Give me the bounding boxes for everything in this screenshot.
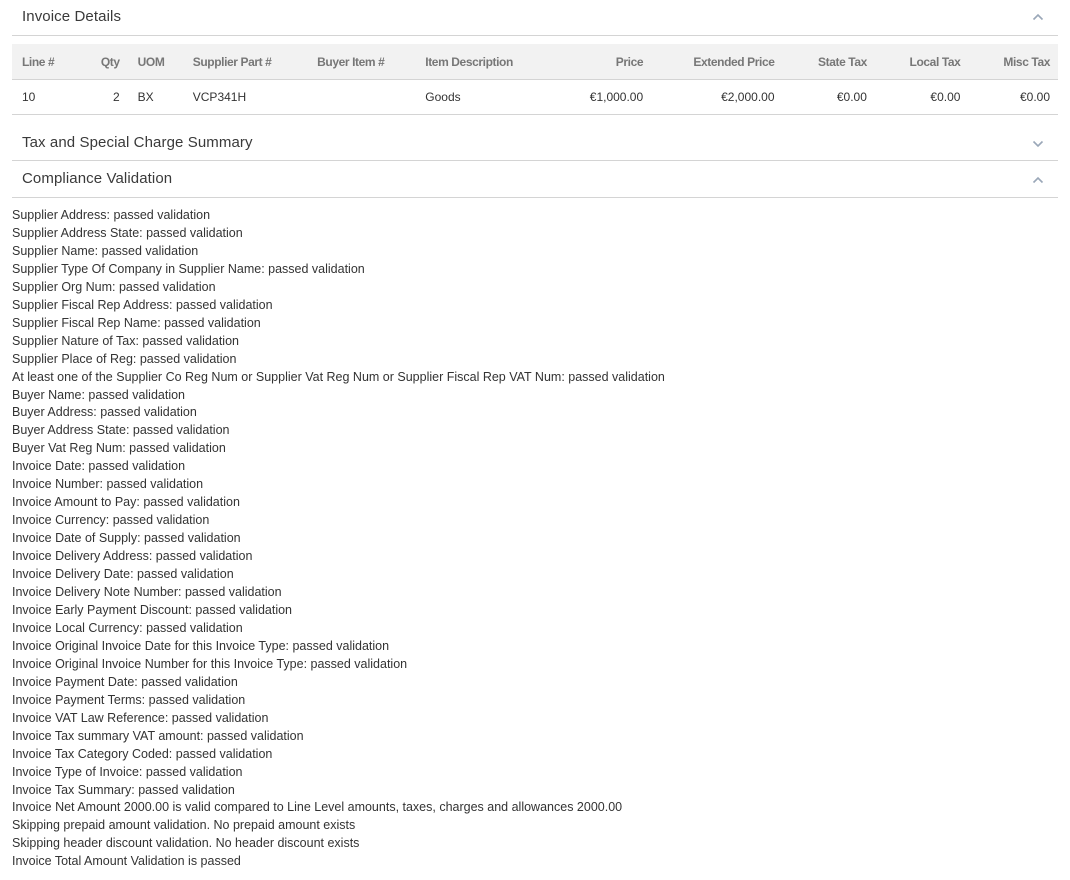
tax-summary-title: Tax and Special Charge Summary [22,134,253,151]
validation-message: Invoice Tax Category Coded: passed validation [12,746,273,761]
compliance-validation-list [12,198,1058,871]
validation-message: Supplier Nature of Tax: passed validation [12,333,239,348]
validation-message: Invoice Delivery Address: passed validation [12,549,253,564]
table-header-row [12,44,1058,80]
validation-message: Supplier Fiscal Rep Name: passed validation [12,315,261,330]
col-item-description[interactable]: Item Description [415,44,532,80]
validation-message: Invoice Early Payment Discount: passed validation [12,602,293,617]
cell-line-number: 10 [12,80,83,115]
validation-message: Skipping prepaid amount validation. No prepaid amount exists [12,818,356,833]
validation-message: Invoice Payment Date: passed validation [12,674,238,689]
cell-qty: 2 [83,80,128,115]
validation-message: Invoice Number: passed validation [12,477,204,492]
validation-message: Supplier Place of Reg: passed validation [12,351,237,366]
validation-message: Skipping header discount validation. No header discount exists [12,836,360,851]
chevron-up-icon[interactable] [1032,176,1044,184]
col-qty[interactable]: Qty [83,44,128,80]
validation-message: Invoice Date of Supply: passed validation [12,531,241,546]
validation-message: Supplier Fiscal Rep Address: passed validation [12,297,273,312]
validation-message: Supplier Name: passed validation [12,243,199,258]
tax-summary-header[interactable] [12,115,1058,161]
validation-message: Supplier Type Of Company in Supplier Name: passed validation [12,261,365,276]
validation-message: Invoice Original Invoice Number for this Invoice Type: passed validation [12,656,408,671]
compliance-validation-header[interactable] [12,161,1058,198]
col-state-tax[interactable]: State Tax [783,44,875,80]
validation-message: At least one of the Supplier Co Reg Num or Supplier Vat Reg Num or Supplier Fiscal Rep VAT Num: passed validation [12,369,665,384]
invoice-panel [12,0,1058,871]
validation-message: Invoice Payment Terms: passed validation [12,692,246,707]
cell-supplier-part: VCP341H [183,80,307,115]
validation-message: Invoice Date: passed validation [12,459,186,474]
cell-buyer-item [307,80,415,115]
chevron-up-icon[interactable] [1032,13,1044,21]
validation-message: Invoice Currency: passed validation [12,513,210,528]
invoice-details-header[interactable] [12,0,1058,36]
validation-message: Invoice Amount to Pay: passed validation [12,495,240,510]
col-local-tax[interactable]: Local Tax [875,44,969,80]
col-misc-tax[interactable]: Misc Tax [968,44,1058,80]
chevron-down-icon[interactable] [1032,140,1044,148]
validation-message: Supplier Address State: passed validation [12,225,243,240]
col-supplier-part[interactable]: Supplier Part # [183,44,307,80]
cell-price: €1,000.00 [532,80,651,115]
validation-message: Invoice Net Amount 2000.00 is valid compared to Line Level amounts, taxes, charges and allowances 2000.00 [12,800,623,815]
validation-message: Invoice Type of Invoice: passed validation [12,764,243,779]
compliance-validation-title: Compliance Validation [22,170,173,187]
table-row [12,80,1058,115]
validation-message: Invoice VAT Law Reference: passed validation [12,710,269,725]
invoice-details-title: Invoice Details [22,8,122,25]
cell-misc-tax: €0.00 [968,80,1058,115]
validation-message: Invoice Original Invoice Date for this Invoice Type: passed validation [12,638,390,653]
validation-message: Supplier Org Num: passed validation [12,279,216,294]
col-extended-price[interactable]: Extended Price [651,44,782,80]
cell-state-tax: €0.00 [783,80,875,115]
validation-message: Buyer Vat Reg Num: passed validation [12,441,226,456]
validation-message: Buyer Address: passed validation [12,405,197,420]
validation-message: Invoice Tax Summary: passed validation [12,782,235,797]
cell-extended-price: €2,000.00 [651,80,782,115]
col-buyer-item[interactable]: Buyer Item # [307,44,415,80]
validation-message: Invoice Delivery Date: passed validation [12,567,234,582]
validation-message: Buyer Name: passed validation [12,387,186,402]
cell-local-tax: €0.00 [875,80,969,115]
col-line-number[interactable]: Line # [12,44,83,80]
validation-message: Invoice Tax summary VAT amount: passed validation [12,728,304,743]
cell-item-description: Goods [415,80,532,115]
validation-message: Invoice Delivery Note Number: passed validation [12,585,282,600]
validation-message: Buyer Address State: passed validation [12,423,230,438]
validation-message: Invoice Total Amount Validation is passed [12,854,241,869]
col-uom[interactable]: UOM [128,44,183,80]
col-price[interactable]: Price [532,44,651,80]
validation-message: Invoice Local Currency: passed validation [12,620,243,635]
validation-message: Supplier Address: passed validation [12,208,211,222]
invoice-line-items-table [12,44,1058,115]
cell-uom: BX [128,80,183,115]
